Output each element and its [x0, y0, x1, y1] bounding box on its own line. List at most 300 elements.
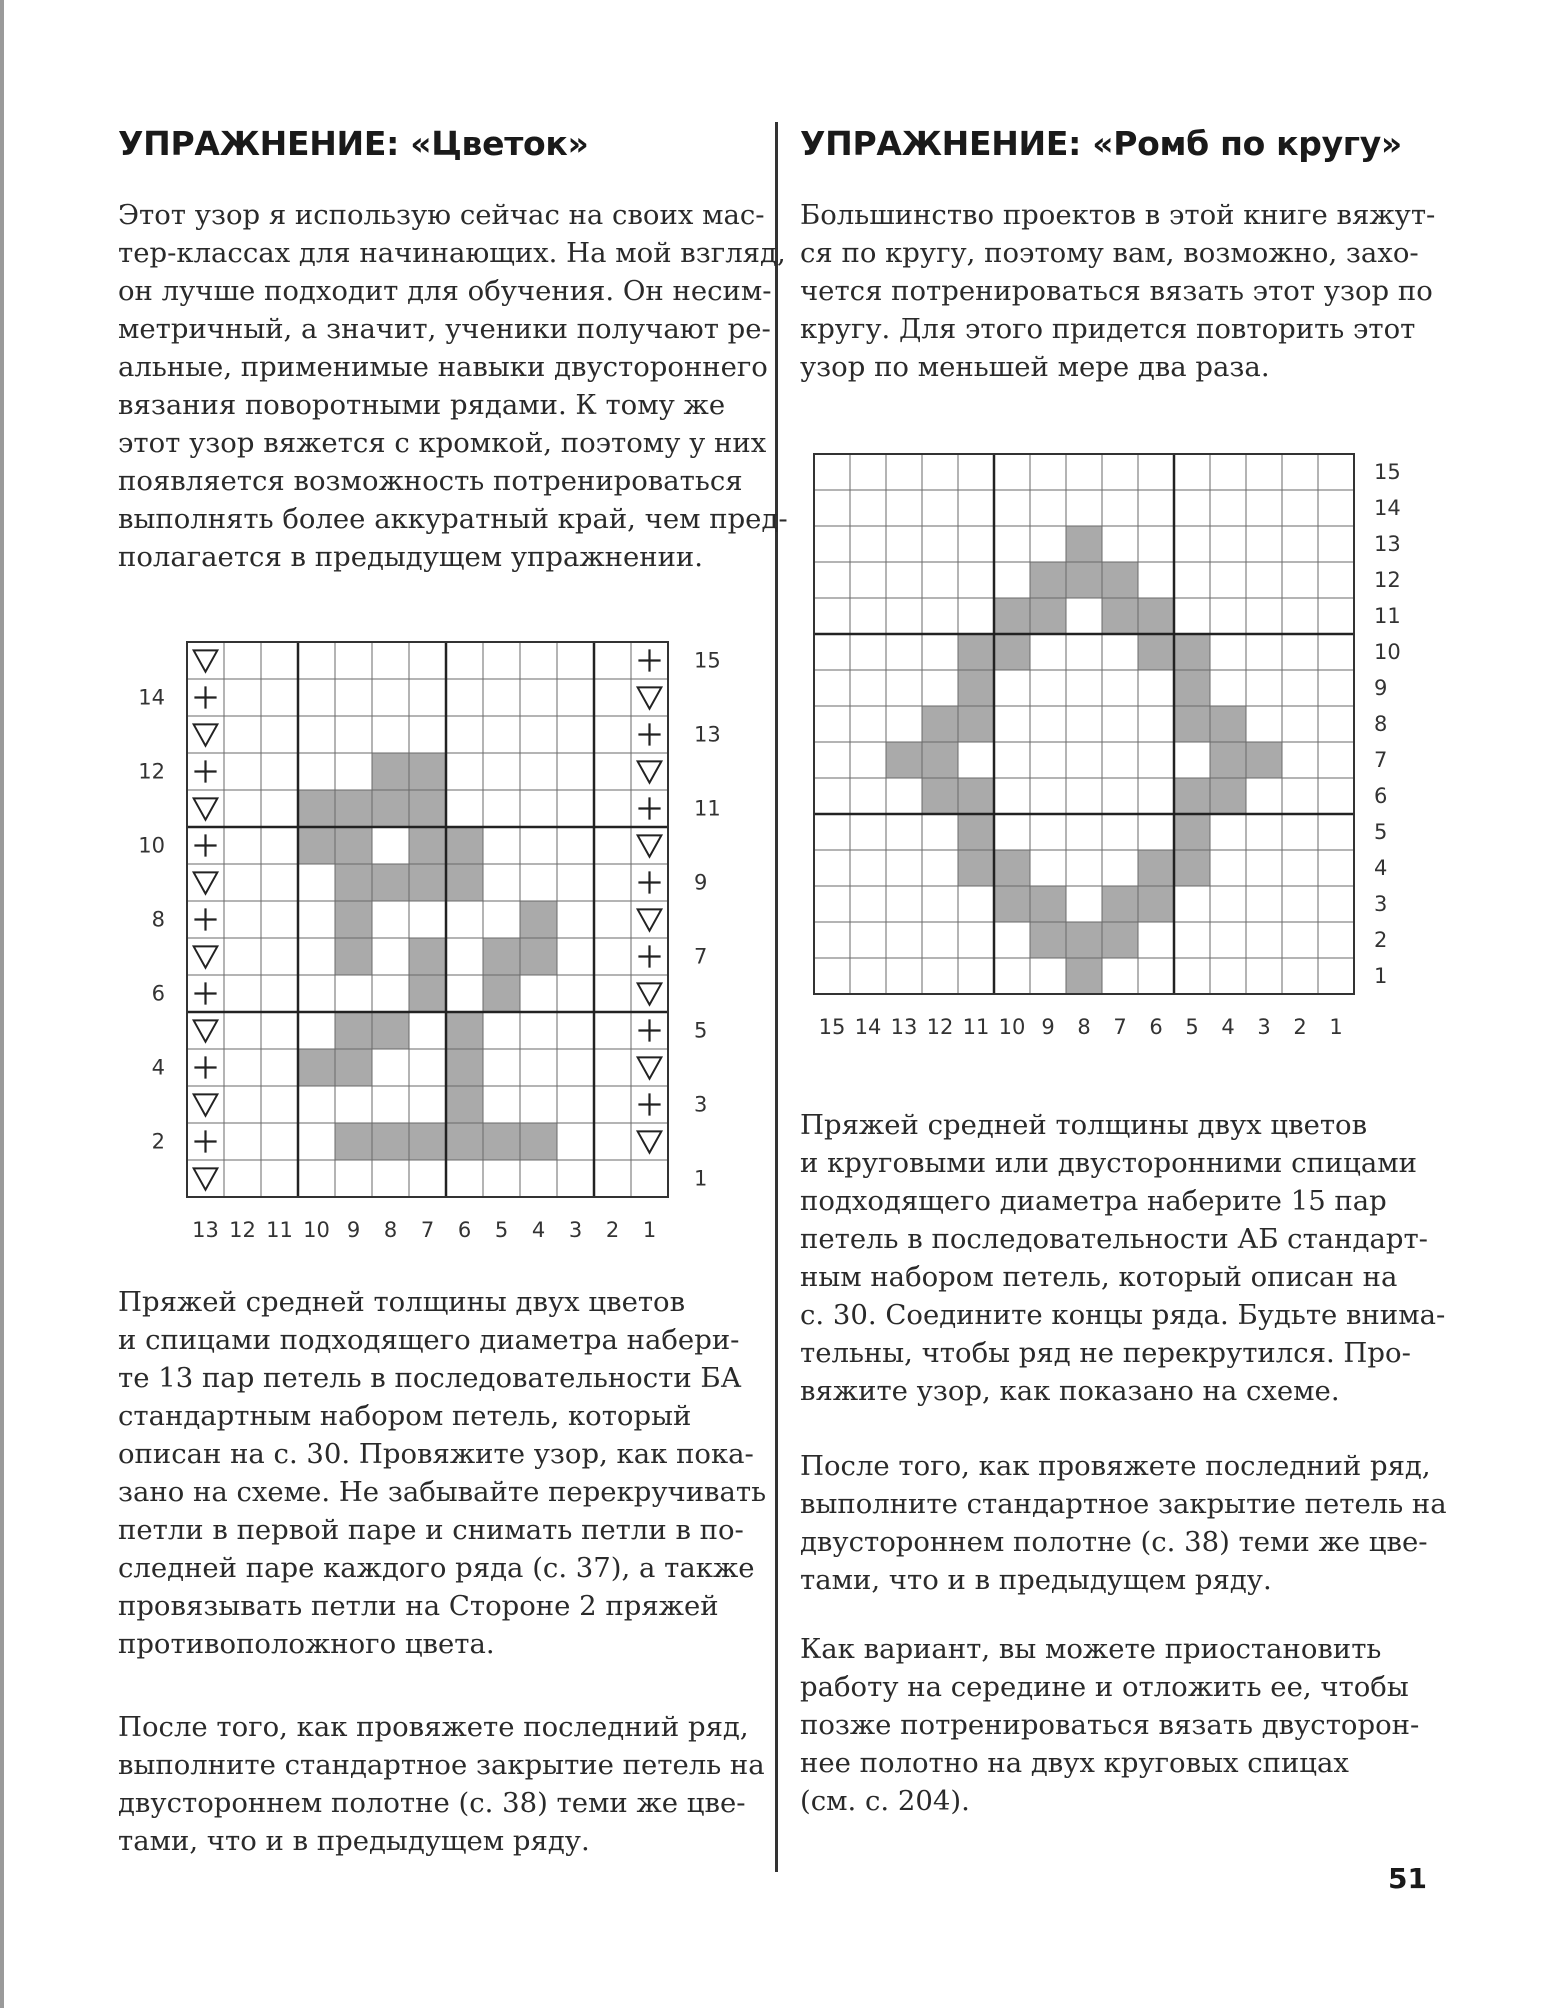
row-label-right: 9 — [694, 870, 708, 895]
col-label: 6 — [457, 1218, 472, 1242]
text-line: те 13 пар петель в последовательности БА — [118, 1362, 742, 1394]
chart-cell — [814, 490, 850, 526]
chart-cell — [1318, 454, 1354, 490]
chart-cell — [850, 454, 886, 490]
chart-cell — [1066, 814, 1102, 850]
chart-cell-filled — [520, 1123, 557, 1160]
chart-cell — [1030, 742, 1066, 778]
chart-cell — [850, 634, 886, 670]
chart-cell — [298, 753, 335, 790]
chart-cell — [372, 679, 409, 716]
col-label: 8 — [1077, 1015, 1091, 1039]
text-line: этот узор вяжется с кромкой, поэтому у них — [118, 427, 767, 459]
chart-cell — [520, 827, 557, 864]
chart-cell — [1066, 454, 1102, 490]
chart-cell — [1174, 922, 1210, 958]
chart-cell — [261, 642, 298, 679]
chart-cell-filled — [958, 850, 994, 886]
chart-cell — [224, 790, 261, 827]
chart-cell — [1174, 454, 1210, 490]
chart-cell — [520, 716, 557, 753]
chart-cell-filled — [1066, 562, 1102, 598]
row-label-right: 6 — [1374, 784, 1388, 808]
chart-cell-filled — [1030, 922, 1066, 958]
chart-cell — [446, 642, 483, 679]
chart-cell-filled — [335, 938, 372, 975]
chart-cell-filled — [1066, 922, 1102, 958]
chart-cell — [261, 827, 298, 864]
chart-cell — [557, 753, 594, 790]
row-label-left: 8 — [151, 907, 165, 932]
chart-cell — [1318, 598, 1354, 634]
chart-cell — [446, 790, 483, 827]
chart-cell — [886, 778, 922, 814]
chart-cell — [886, 850, 922, 886]
chart-cell — [372, 975, 409, 1012]
chart-cell — [224, 1049, 261, 1086]
chart-cell — [814, 634, 850, 670]
col-label: 4 — [1221, 1015, 1235, 1039]
chart-cell-filled — [520, 901, 557, 938]
chart-cell-filled — [1102, 886, 1138, 922]
chart-cell-filled — [1138, 634, 1174, 670]
chart-cell — [1066, 778, 1102, 814]
chart-cell — [594, 975, 631, 1012]
chart-cell-filled — [372, 790, 409, 827]
chart-cell-filled — [409, 790, 446, 827]
row-label-left: 10 — [138, 833, 165, 858]
chart-cell — [850, 922, 886, 958]
text-line: петель в последовательности АБ стандарт- — [800, 1223, 1428, 1255]
chart-cell — [1282, 526, 1318, 562]
chart-cell-filled — [1138, 598, 1174, 634]
chart-cell — [1318, 634, 1354, 670]
col-label: 6 — [1149, 1015, 1163, 1039]
chart-cell — [557, 938, 594, 975]
flower-chart — [130, 630, 730, 1250]
chart-cell — [1138, 742, 1174, 778]
chart-cell — [335, 753, 372, 790]
chart-cell — [1174, 526, 1210, 562]
text-line: описан на с. 30. Провяжите узор, как пока- — [118, 1438, 754, 1470]
chart-cell-filled — [298, 1049, 335, 1086]
chart-cell — [335, 1160, 372, 1197]
chart-cell — [850, 526, 886, 562]
chart-cell — [446, 716, 483, 753]
chart-cell — [520, 753, 557, 790]
chart-cell-filled — [1030, 886, 1066, 922]
chart-cell — [224, 1123, 261, 1160]
chart-cell — [557, 901, 594, 938]
chart-cell — [372, 1049, 409, 1086]
chart-cell — [1282, 634, 1318, 670]
chart-cell — [261, 975, 298, 1012]
chart-cell — [1318, 562, 1354, 598]
text-line: с. 30. Соедините концы ряда. Будьте внима- — [800, 1299, 1446, 1331]
chart-cell-filled — [409, 864, 446, 901]
chart-cell — [520, 1086, 557, 1123]
chart-cell — [1282, 886, 1318, 922]
chart-cell — [886, 454, 922, 490]
row-label-right: 12 — [1374, 568, 1401, 592]
chart-cell — [1282, 490, 1318, 526]
col-label: 1 — [1329, 1015, 1343, 1039]
chart-cell — [1174, 958, 1210, 994]
row-label-right: 3 — [1374, 892, 1388, 916]
chart-cell — [446, 753, 483, 790]
chart-cell — [409, 1160, 446, 1197]
chart-cell-filled — [1174, 850, 1210, 886]
chart-cell — [224, 901, 261, 938]
chart-cell-filled — [372, 753, 409, 790]
chart-cell — [224, 753, 261, 790]
chart-cell — [814, 886, 850, 922]
chart-cell — [1246, 706, 1282, 742]
chart-cell — [483, 642, 520, 679]
chart-cell — [261, 1086, 298, 1123]
chart-cell — [886, 814, 922, 850]
chart-cell — [1102, 814, 1138, 850]
chart-cell — [1030, 706, 1066, 742]
chart-cell — [1210, 634, 1246, 670]
chart-cell — [1282, 814, 1318, 850]
chart-cell — [1066, 886, 1102, 922]
chart-cell — [850, 742, 886, 778]
chart-cell — [922, 634, 958, 670]
chart-cell — [1066, 850, 1102, 886]
chart-cell-filled — [298, 790, 335, 827]
chart-cell-filled — [446, 1086, 483, 1123]
chart-cell-filled — [922, 706, 958, 742]
chart-cell-filled — [1030, 562, 1066, 598]
chart-cell — [922, 598, 958, 634]
chart-cell — [298, 901, 335, 938]
chart-cell — [557, 1123, 594, 1160]
chart-cell — [594, 901, 631, 938]
chart-cell — [886, 670, 922, 706]
chart-cell — [483, 790, 520, 827]
chart-cell — [1102, 958, 1138, 994]
chart-cell — [409, 679, 446, 716]
chart-cell — [1210, 562, 1246, 598]
col-label: 9 — [1041, 1015, 1055, 1039]
text-line: провязывать петли на Стороне 2 пряжей — [118, 1590, 719, 1622]
chart-cell — [958, 526, 994, 562]
text-line: Этот узор я использую сейчас на своих мас- — [118, 199, 765, 231]
col-label: 14 — [854, 1015, 882, 1039]
row-label-right: 7 — [1374, 748, 1388, 772]
flower-intro-text — [118, 196, 788, 576]
chart-cell — [814, 958, 850, 994]
chart-cell — [1138, 706, 1174, 742]
chart-cell-filled — [1210, 778, 1246, 814]
chart-cell — [886, 598, 922, 634]
chart-cell — [994, 706, 1030, 742]
chart-cell — [994, 922, 1030, 958]
chart-cell-filled — [922, 778, 958, 814]
text-line: зано на схеме. Не забывайте перекручивать — [118, 1476, 767, 1508]
row-label-left: 14 — [138, 685, 165, 710]
chart-cell — [1210, 886, 1246, 922]
chart-cell — [1282, 958, 1318, 994]
chart-cell — [483, 716, 520, 753]
chart-cell-filled — [520, 938, 557, 975]
chart-cell — [594, 753, 631, 790]
text-line: Как вариант, вы можете приостановить — [800, 1633, 1382, 1665]
text-line: противоположного цвета. — [118, 1628, 495, 1660]
col-label: 5 — [494, 1218, 509, 1242]
chart-cell — [1318, 670, 1354, 706]
chart-cell — [1246, 562, 1282, 598]
chart-cell — [594, 864, 631, 901]
chart-cell — [594, 790, 631, 827]
col-label: 7 — [1113, 1015, 1127, 1039]
chart-cell — [922, 562, 958, 598]
chart-cell — [922, 958, 958, 994]
chart-cell-filled — [958, 814, 994, 850]
chart-cell-filled — [335, 1123, 372, 1160]
chart-cell — [814, 742, 850, 778]
chart-cell — [850, 490, 886, 526]
col-label: 15 — [818, 1015, 846, 1039]
chart-cell-filled — [1138, 850, 1174, 886]
page-number: 51 — [1388, 1862, 1427, 1895]
chart-cell — [886, 634, 922, 670]
chart-cell — [1246, 526, 1282, 562]
row-label-right: 13 — [1374, 532, 1401, 556]
chart-cell — [483, 827, 520, 864]
chart-cell — [557, 716, 594, 753]
chart-cell — [850, 850, 886, 886]
chart-cell — [1282, 670, 1318, 706]
text-line: вяжите узор, как показано на схеме. — [800, 1375, 1340, 1407]
chart-cell — [594, 1123, 631, 1160]
text-line: (см. с. 204). — [800, 1785, 970, 1817]
chart-cell — [1138, 922, 1174, 958]
chart-cell — [886, 490, 922, 526]
diamond-chart-svg — [800, 448, 1440, 1048]
chart-cell — [594, 938, 631, 975]
chart-cell — [994, 742, 1030, 778]
chart-cell — [814, 814, 850, 850]
chart-cell — [298, 938, 335, 975]
col-label: 13 — [890, 1015, 918, 1039]
chart-cell — [298, 1012, 335, 1049]
col-label: 11 — [266, 1218, 293, 1242]
chart-cell — [1102, 634, 1138, 670]
chart-cell — [224, 1012, 261, 1049]
col-label: 8 — [383, 1218, 398, 1242]
chart-cell — [298, 864, 335, 901]
chart-cell — [850, 778, 886, 814]
chart-cell — [1318, 850, 1354, 886]
chart-cell-filled — [372, 1012, 409, 1049]
chart-cell — [557, 864, 594, 901]
chart-cell — [409, 1049, 446, 1086]
chart-cell — [1102, 490, 1138, 526]
chart-cell — [850, 670, 886, 706]
chart-cell — [922, 886, 958, 922]
chart-cell-filled — [922, 742, 958, 778]
chart-cell — [1246, 886, 1282, 922]
col-label: 9 — [346, 1218, 361, 1242]
chart-cell-filled — [1210, 706, 1246, 742]
flower-closing-text — [118, 1708, 765, 1860]
chart-cell-filled — [446, 1012, 483, 1049]
row-label-right: 4 — [1374, 856, 1388, 880]
flower-chart-svg — [130, 630, 730, 1250]
chart-cell — [520, 1049, 557, 1086]
chart-cell-filled — [1066, 958, 1102, 994]
chart-cell — [224, 1160, 261, 1197]
chart-cell — [1318, 526, 1354, 562]
chart-cell — [1030, 526, 1066, 562]
chart-cell — [994, 670, 1030, 706]
chart-cell — [994, 526, 1030, 562]
chart-cell-filled — [994, 886, 1030, 922]
chart-cell — [814, 526, 850, 562]
row-label-right: 8 — [1374, 712, 1388, 736]
text-line: Пряжей средней толщины двух цветов — [118, 1286, 686, 1318]
diamond-variant-text — [800, 1630, 1419, 1820]
chart-cell — [886, 526, 922, 562]
chart-cell-filled — [335, 1049, 372, 1086]
chart-cell — [1318, 778, 1354, 814]
row-label-right: 1 — [694, 1166, 708, 1191]
chart-cell — [1030, 778, 1066, 814]
chart-cell — [298, 1160, 335, 1197]
chart-cell — [224, 975, 261, 1012]
chart-cell — [1174, 490, 1210, 526]
chart-cell — [1102, 850, 1138, 886]
chart-cell-filled — [1174, 706, 1210, 742]
row-label-left: 2 — [151, 1129, 165, 1154]
chart-cell — [814, 598, 850, 634]
chart-cell — [409, 901, 446, 938]
chart-cell — [557, 679, 594, 716]
chart-cell — [1246, 490, 1282, 526]
chart-cell — [1246, 670, 1282, 706]
text-line: После того, как провяжете последний ряд, — [800, 1450, 1431, 1482]
chart-cell — [261, 864, 298, 901]
chart-cell — [1246, 598, 1282, 634]
chart-cell — [814, 706, 850, 742]
diamond-chart — [800, 448, 1440, 1048]
text-line: узор по меньшей мере два раза. — [800, 351, 1270, 383]
chart-cell — [1246, 958, 1282, 994]
chart-cell — [298, 642, 335, 679]
chart-cell — [1318, 814, 1354, 850]
chart-cell — [1318, 886, 1354, 922]
text-line: стандартным набором петель, который — [118, 1400, 692, 1432]
text-line: позже потренироваться вязать двусторон- — [800, 1709, 1420, 1741]
row-label-right: 11 — [694, 796, 721, 821]
chart-cell — [1246, 778, 1282, 814]
chart-cell — [1138, 778, 1174, 814]
chart-cell-filled — [483, 975, 520, 1012]
chart-cell — [483, 1086, 520, 1123]
text-line: появляется возможность потренироваться — [118, 465, 743, 497]
chart-cell-filled — [446, 827, 483, 864]
chart-cell-filled — [958, 670, 994, 706]
chart-cell-filled — [1174, 670, 1210, 706]
chart-cell-filled — [1102, 562, 1138, 598]
chart-cell — [1318, 706, 1354, 742]
exercise-title-diamond: УПРАЖНЕНИЕ: «Ромб по кругу» — [800, 124, 1402, 163]
chart-cell — [594, 716, 631, 753]
chart-cell — [446, 938, 483, 975]
row-label-right: 15 — [1374, 460, 1401, 484]
col-label: 12 — [926, 1015, 954, 1039]
chart-cell — [1210, 454, 1246, 490]
chart-cell — [1030, 814, 1066, 850]
text-line: тами, что и в предыдущем ряду. — [800, 1564, 1272, 1596]
chart-cell — [1318, 742, 1354, 778]
chart-cell — [409, 1086, 446, 1123]
chart-cell — [886, 886, 922, 922]
flower-instructions-text — [118, 1283, 766, 1663]
chart-cell-filled — [994, 634, 1030, 670]
chart-cell — [958, 598, 994, 634]
chart-cell — [557, 790, 594, 827]
text-line: метричный, а значит, ученики получают ре- — [118, 313, 771, 345]
chart-cell-filled — [958, 706, 994, 742]
chart-cell-filled — [335, 790, 372, 827]
row-label-right: 3 — [694, 1092, 708, 1117]
text-line: нее полотно на двух круговых спицах — [800, 1747, 1349, 1779]
chart-cell — [1138, 562, 1174, 598]
chart-cell — [1102, 706, 1138, 742]
chart-cell — [224, 1086, 261, 1123]
chart-cell — [261, 716, 298, 753]
chart-cell — [409, 642, 446, 679]
col-label: 10 — [998, 1015, 1026, 1039]
chart-cell-filled — [298, 827, 335, 864]
chart-cell — [520, 790, 557, 827]
chart-cell — [446, 975, 483, 1012]
chart-cell — [1246, 850, 1282, 886]
col-label: 10 — [303, 1218, 330, 1242]
chart-cell — [1282, 454, 1318, 490]
chart-cell — [1210, 598, 1246, 634]
chart-cell — [446, 1160, 483, 1197]
col-label: 3 — [1257, 1015, 1271, 1039]
chart-cell — [814, 922, 850, 958]
row-label-right: 15 — [694, 648, 721, 673]
chart-cell — [814, 850, 850, 886]
chart-cell-filled — [335, 827, 372, 864]
chart-cell-filled — [409, 1123, 446, 1160]
text-line: чется потренироваться вязать этот узор по — [800, 275, 1433, 307]
chart-cell — [483, 753, 520, 790]
chart-cell — [483, 1012, 520, 1049]
text-line: полагается в предыдущем упражнении. — [118, 541, 704, 573]
row-label-right: 2 — [1374, 928, 1388, 952]
exercise-title-flower: УПРАЖНЕНИЕ: «Цветок» — [118, 124, 589, 163]
chart-cell — [1210, 850, 1246, 886]
chart-cell — [298, 975, 335, 1012]
chart-cell — [483, 901, 520, 938]
chart-cell — [994, 778, 1030, 814]
chart-cell — [557, 642, 594, 679]
chart-cell — [520, 864, 557, 901]
chart-cell — [1138, 454, 1174, 490]
chart-cell — [261, 1049, 298, 1086]
chart-cell — [1210, 958, 1246, 994]
chart-cell — [1282, 706, 1318, 742]
chart-cell — [1138, 670, 1174, 706]
chart-cell — [1138, 814, 1174, 850]
